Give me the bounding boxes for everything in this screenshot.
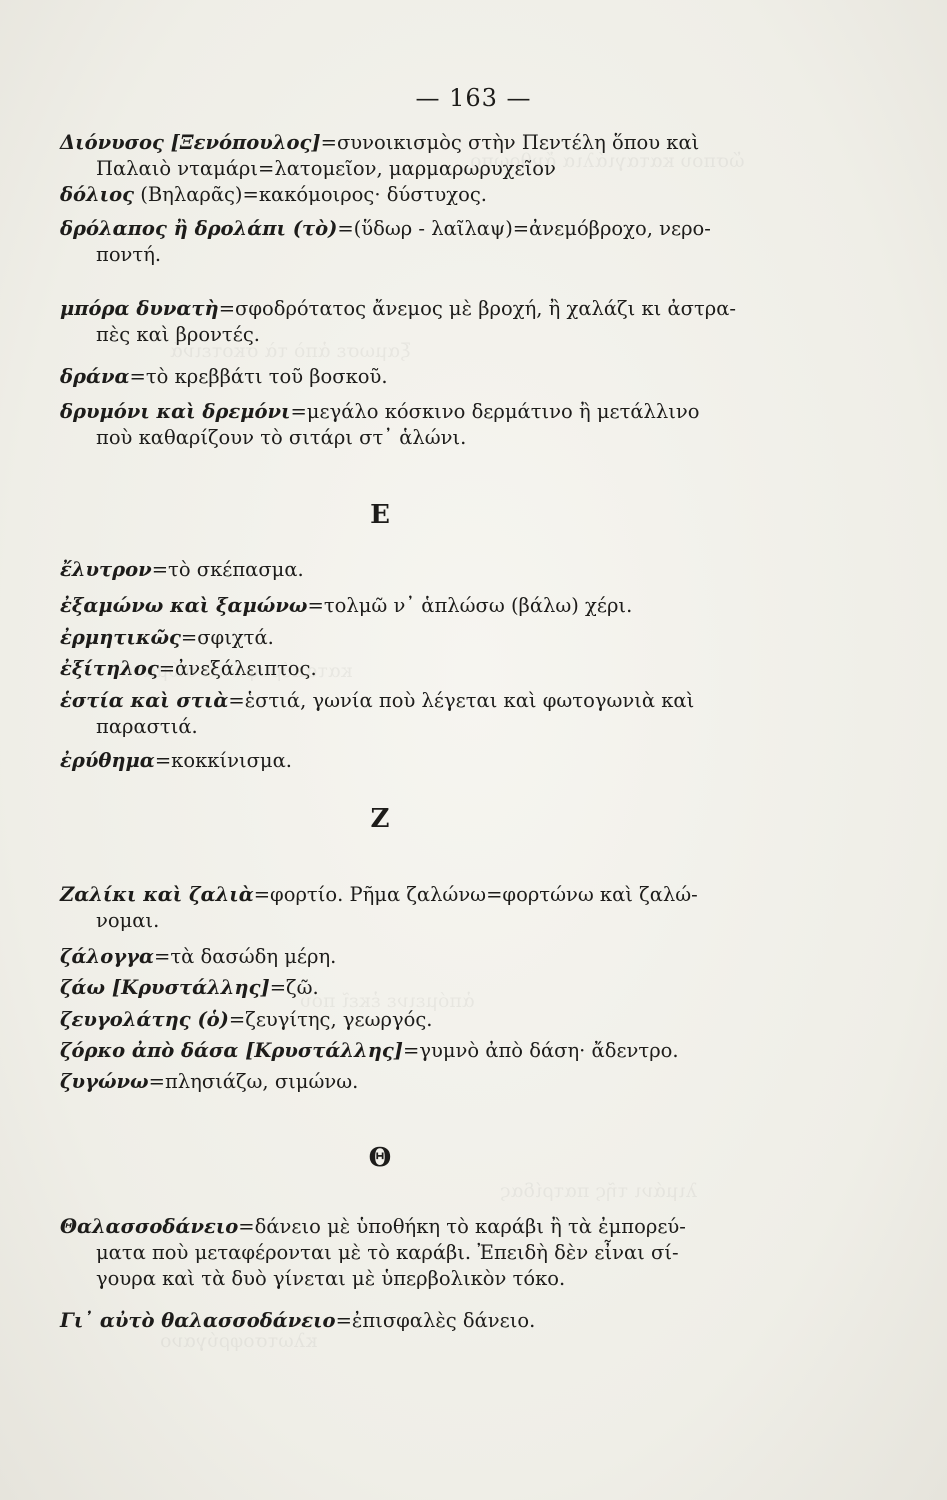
definition: =τὰ δασώδη μέρη.	[154, 945, 337, 968]
headword: δράνα	[60, 365, 130, 388]
letter-heading-epsilon: Ε	[370, 500, 390, 530]
headword: ἑστία καὶ στιὰ	[60, 689, 229, 712]
definition: =σφοδρότατος ἄνεμος μὲ βροχή, ἢ χαλάζι κι ἀστρα-	[218, 297, 736, 320]
headword: δρυμόνι καὶ δρεμόνι	[60, 400, 291, 423]
headword: ζάλογγα	[60, 945, 154, 968]
dictionary-entry	[60, 1214, 760, 1292]
dictionary-entry	[60, 882, 760, 934]
definition: =μεγάλο κόσκινο δερμάτινο ἢ μετάλλινο	[290, 400, 700, 423]
definition: =κοκκίνισμα.	[154, 749, 292, 772]
definition-continuation: παραστιά.	[96, 715, 198, 738]
headword: ζόρκο ἀπὸ δάσα [Κρυστάλλης]	[60, 1039, 403, 1062]
dictionary-entry	[60, 1308, 760, 1334]
definition-continuation: Παλαιὸ νταμάρι=λατομεῖον, μαρμαρωρυχεῖον	[96, 157, 556, 180]
headword: Γι᾽ αὐτὸ θαλασσοδάνειο	[60, 1309, 336, 1332]
dictionary-entry	[60, 593, 760, 619]
definition: =ἑστιά, γωνία ποὺ λέγεται καὶ φωτογωνιὰ καὶ	[228, 689, 695, 712]
dictionary-entry	[60, 182, 760, 208]
dictionary-entry	[60, 748, 760, 774]
definition: =σφιχτά.	[180, 626, 274, 649]
dictionary-entry	[60, 399, 760, 451]
definition: =γυμνὸ ἀπὸ δάση· ἄδεντρο.	[403, 1039, 679, 1062]
definition: =ζευγίτης, γεωργός.	[228, 1008, 433, 1031]
definition: =(ὕδωρ - λαῖλαψ)=ἀνεμόβροχο, νερο-	[337, 217, 711, 240]
headword: ἐξίτηλος	[60, 657, 159, 680]
headword: Θαλασσοδάνειο	[60, 1215, 239, 1238]
dictionary-entry	[60, 557, 760, 583]
definition: =τὸ σκέπασμα.	[151, 558, 304, 581]
dictionary-entry	[60, 656, 760, 682]
definition: =τὸ κρεββάτι τοῦ βοσκοῦ.	[129, 365, 388, 388]
headword: ζυγώνω	[60, 1070, 149, 1093]
definition: =ἀνεξάλειπτος.	[158, 657, 317, 680]
definition: (Βηλαρᾶς)=κακόμοιρος· δύστυχος.	[134, 183, 487, 206]
headword: ἐρμητικῶς	[60, 626, 181, 649]
dictionary-entry	[60, 688, 760, 740]
definition: =συνοικισμὸς στὴν Πεντέλη ὅπου καὶ	[320, 131, 700, 154]
dictionary-entry	[60, 944, 760, 970]
headword: δρόλαπος ἢ δρολάπι (τὸ)	[60, 217, 338, 240]
dictionary-entry	[60, 296, 760, 348]
definition-continuation: πὲς καὶ βροντές.	[96, 323, 260, 346]
headword: ζάω [Κρυστάλλης]	[60, 976, 270, 999]
page-number: — 163 —	[415, 84, 532, 112]
definition-continuation: ματα ποὺ μεταφέρονται μὲ τὸ καράβι. Ἐπειδὴ δὲν εἶναι σί-	[96, 1241, 679, 1264]
definition: =δάνειο μὲ ὑποθήκη τὸ καράβι ἢ τὰ ἐμπορεύ-	[238, 1215, 686, 1238]
definition: =ἐπισφαλὲς δάνειο.	[335, 1309, 536, 1332]
dictionary-entry	[60, 216, 760, 268]
dictionary-entry	[60, 975, 760, 1001]
dictionary-entry	[60, 1069, 760, 1095]
headword: ζευγολάτης (ὁ)	[60, 1008, 229, 1031]
definition-continuation: γουρα καὶ τὰ δυὸ γίνεται μὲ ὑπερβολικὸν τόκο.	[96, 1267, 566, 1290]
definition-continuation: ποὺ καθαρίζουν τὸ σιτάρι στ᾽ ἁλώνι.	[96, 426, 467, 449]
headword: μπόρα δυνατὴ	[60, 297, 219, 320]
dictionary-entry	[60, 364, 760, 390]
headword: ἐξαμώνω καὶ ξαμώνω	[60, 594, 308, 617]
headword: δόλιος	[60, 183, 135, 206]
definition: =τολμῶ ν᾽ ἁπλώσω (βάλω) χέρι.	[307, 594, 633, 617]
dictionary-entry	[60, 130, 760, 182]
headword: Διόνυσος [Ξενόπουλος]	[60, 131, 321, 154]
definition: =ζῶ.	[269, 976, 319, 999]
definition-continuation: νομαι.	[96, 909, 160, 932]
letter-heading-zeta: Ζ	[370, 804, 390, 834]
definition: =φορτίο. Ρῆμα ζαλώνω=φορτώνω καὶ ζαλώ-	[253, 883, 698, 906]
headword: ἐρύθημα	[60, 749, 155, 772]
definition: =πλησιάζω, σιμώνω.	[148, 1070, 359, 1093]
headword: Ζαλίκι καὶ ζαλιὰ	[60, 883, 254, 906]
definition-continuation: ποντή.	[96, 243, 162, 266]
headword: ἔλυτρον	[60, 558, 152, 581]
dictionary-entry	[60, 625, 760, 651]
letter-heading-theta: Θ	[368, 1143, 392, 1173]
dictionary-entry	[60, 1038, 760, 1064]
dictionary-entry	[60, 1007, 760, 1033]
